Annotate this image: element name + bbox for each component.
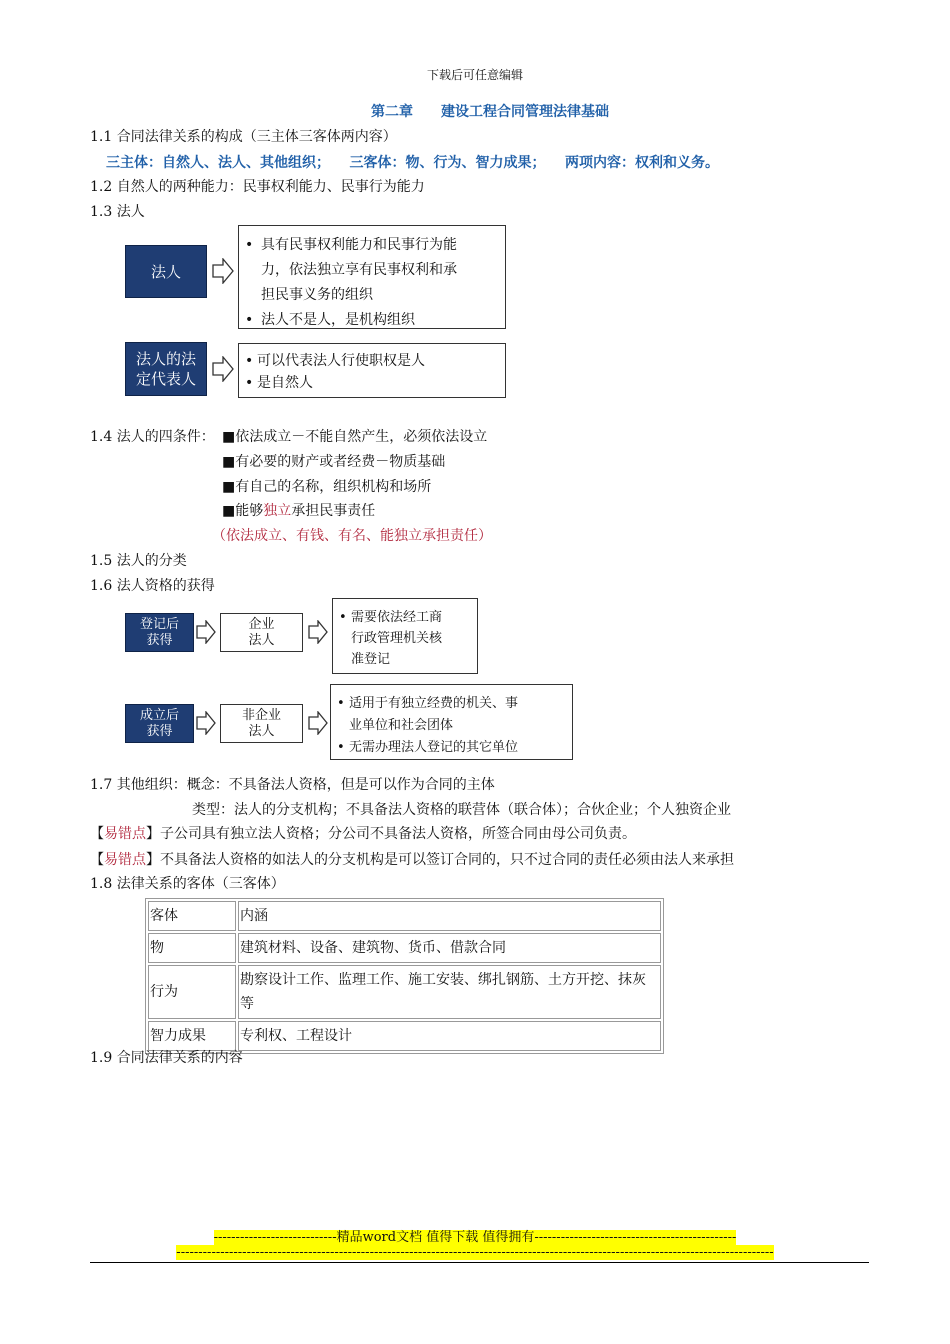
arrow-right-icon	[308, 620, 328, 644]
condition-item: ■依法成立－不能自然产生，必须依法设立	[222, 429, 488, 445]
table-row	[148, 965, 661, 1019]
table-header-cell: 客体	[148, 901, 236, 931]
section-1-1-summary	[106, 154, 719, 172]
enterprise-legal-person-box: 企业 法人	[220, 613, 303, 652]
section-1-7-types: 类型：法人的分支机构；不具备法人资格的联营体（联合体）；合伙企业；个人独资企业	[192, 802, 731, 818]
section-1-8: 1.8 法律关系的客体（三客体）	[90, 876, 285, 892]
object-table	[145, 898, 664, 1054]
summary-objects: 三客体：物、行为、智力成果；	[349, 155, 546, 171]
section-1-3: 1.3 法人	[90, 204, 145, 220]
legal-person-box: 法人	[125, 245, 207, 298]
condition-item: ■有自己的名称，组织机构和场所	[222, 479, 432, 495]
table-cell: 智力成果	[148, 1021, 236, 1051]
requirement-text: • 无需办理法人登记的其它单位	[331, 737, 568, 759]
table-cell: 物	[148, 933, 236, 963]
footer-banner: ----------------------------精品word文档 值得下载 值得拥有----------------------------------------------	[213, 1230, 737, 1245]
section-1-7: 1.7 其他组织：概念：不具备法人资格，但是可以作为合同的主体	[90, 777, 495, 793]
table-cell: 勘察设计工作、监理工作、施工安装、绑扎钢筋、土方开挖、抹灰等	[238, 965, 661, 1019]
summary-contents: 两项内容：权利和义务。	[565, 155, 719, 171]
establishment-requirement	[330, 684, 573, 760]
non-enterprise-legal-person-box: 非企业 法人	[220, 704, 303, 743]
section-1-5: 1.5 法人的分类	[90, 553, 187, 569]
definition-point: • 是自然人	[239, 372, 499, 394]
error-tag: 易错点	[104, 852, 146, 868]
definition-point: • 法人不是人，是机构组织	[239, 308, 499, 333]
condition-item: ■有必要的财产或者经费－物质基础	[222, 454, 446, 470]
arrow-right-icon	[196, 711, 216, 735]
error-note: 【易错点】不具备法人资格的如法人的分支机构是可以签订合同的，只不过合同的责任必须由法人来承担	[90, 852, 734, 868]
registered-box: 登记后 获得	[125, 613, 194, 652]
section-1-6: 1.6 法人资格的获得	[90, 578, 215, 594]
legal-representative-box: 法人的法 定代表人	[125, 342, 207, 396]
definition-point: • 可以代表法人行使职权是人	[239, 350, 499, 372]
legal-representative-definition	[238, 343, 506, 398]
section-1-2: 1.2 自然人的两种能力：民事权利能力、民事行为能力	[90, 179, 425, 195]
footer-rule	[90, 1262, 869, 1263]
table-row	[148, 1021, 661, 1051]
summary-subjects: 三主体：自然人、法人、其他组织；	[106, 155, 330, 171]
section-1-1: 1.1 合同法律关系的构成（三主体三客体两内容）	[90, 129, 397, 145]
requirement-text: • 适用于有独立经费的机关、事 业单位和社会团体	[331, 693, 568, 737]
header-note: 下载后可任意编辑	[426, 68, 523, 82]
table-cell: 建筑材料、设备、建筑物、货币、借款合同	[238, 933, 661, 963]
legal-person-definition	[238, 225, 506, 329]
arrow-right-icon	[212, 258, 234, 284]
conditions-summary: （依法成立、有钱、有名、能独立承担责任）	[212, 528, 492, 544]
section-1-9: 1.9 合同法律关系的内容	[90, 1050, 243, 1066]
table-row	[148, 933, 661, 963]
arrow-right-icon	[308, 711, 328, 735]
table-header-cell: 内涵	[238, 901, 661, 931]
chapter-title: 建设工程合同管理法律基础	[441, 104, 609, 120]
definition-point: • 具有民事权利能力和民事行为能 力，依法独立享有民事权利和承 担民事义务的组织	[239, 233, 499, 308]
requirement-text: • 需要依法经工商 行政管理机关核 准登记	[333, 607, 473, 670]
chapter-heading	[0, 103, 950, 121]
error-note: 【易错点】子公司具有独立法人资格；分公司不具备法人资格，所签合同由母公司负责。	[90, 826, 636, 842]
table-cell: 行为	[148, 965, 236, 1019]
established-box: 成立后 获得	[125, 704, 194, 743]
chapter-number: 第二章	[371, 104, 413, 120]
table-header-row	[148, 901, 661, 931]
error-tag: 易错点	[104, 826, 146, 842]
arrow-right-icon	[212, 356, 234, 382]
footer-banner-dashes: ----------------------------------------------------------------------------------------------------------------------------------------	[176, 1245, 774, 1260]
condition-item: ■能够独立承担民事责任	[222, 503, 376, 519]
table-cell: 专利权、工程设计	[238, 1021, 661, 1051]
section-1-4: 1.4 法人的四条件：	[90, 429, 215, 445]
arrow-right-icon	[196, 620, 216, 644]
registration-requirement	[332, 598, 478, 674]
